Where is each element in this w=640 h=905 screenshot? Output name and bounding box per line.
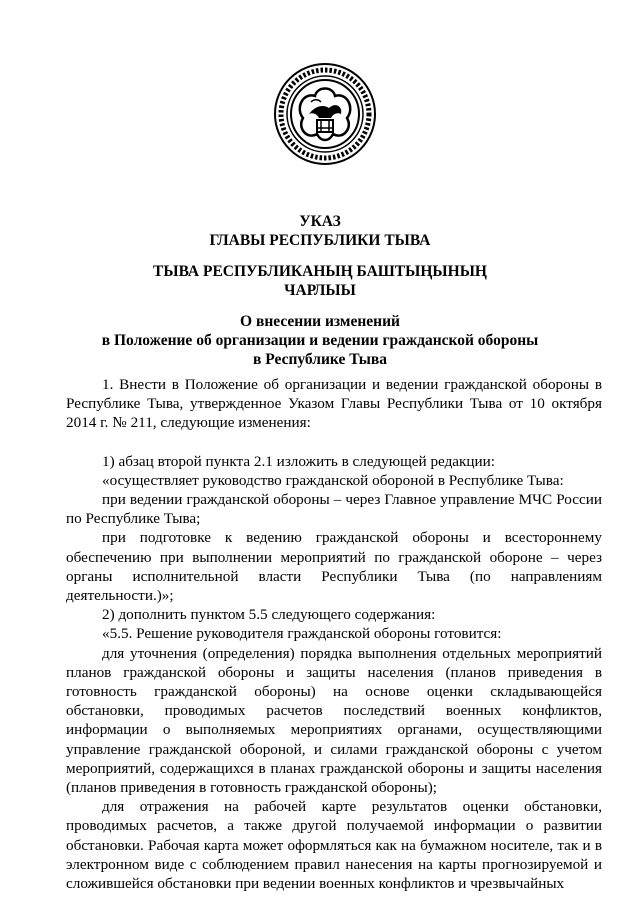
paragraph-3: «осуществляет руководство гражданской обороной в Республике Тыва:: [102, 471, 564, 489]
title-tuvan-2: ЧАРЛЫЫ: [284, 282, 356, 299]
paragraph-9: для отражения на рабочей карте результатов оценки обстановки, проводимых расчетов, а также другой получаемой информации о развитии обстановки. Рабочая карта может оформляться как на бумажном носителе, так и в электронном виде с соблюдением правил нанесения на карты прогнозируемой и сложившейся обстановки при ведении военных конфликтов и чрезвычайных: [66, 798, 602, 893]
title-head-of-republic: ГЛАВЫ РЕСПУБЛИКИ ТЫВА: [209, 232, 431, 249]
paragraph-1: 1. Внести в Положение об организации и ведении гражданской обороны в Республике Тыва, утвержденное Указом Главы Республики Тыва от 10 октября 2014 г. № 211, следующие изменения:: [66, 376, 602, 432]
subject-line-1: О внесении изменений: [240, 313, 400, 330]
paragraph-2: 1) абзац второй пункта 2.1 изложить в следующей редакции:: [102, 452, 496, 470]
title-ukaz: УКАЗ: [299, 213, 341, 230]
paragraph-5: при подготовке к ведению гражданской обороны и всестороннему обеспечению при выполнении мероприятий по гражданской обороне – через органы исполнительной власти Республики Тыва (по направлениям деятельности.)»;: [66, 529, 602, 605]
document-body: [66, 375, 602, 893]
subject-line-2: в Положение об организации и ведении гражданской обороны: [101, 332, 539, 349]
paragraph-6: 2) дополнить пунктом 5.5 следующего содержания:: [102, 606, 436, 624]
paragraph-4: при ведении гражданской обороны – через Главное управление МЧС России по Республике Тыва;: [66, 491, 602, 528]
emblem-seal-icon: [273, 62, 377, 166]
paragraph-8: для уточнения (определения) порядка выполнения отдельных мероприятий планов гражданской обороны и защиты населения (планов приведения в готовность гражданской обороны) на основе оценки складывающейся обстановки, проводимых расчетов последствий военных конфликтов, информации о выполняемых мероприятиях органами, осуществляющими управление гражданской обороной, и силами гражданской обороны с учетом мероприятий, содержащихся в планах гражданской обороны и защиты населения (планов приведения в готовность гражданской обороны);: [66, 644, 602, 797]
subject-line-3: в Республике Тыва: [252, 351, 387, 368]
title-tuvan-1: ТЫВА РЕСПУБЛИКАНЫҢ БАШТЫҢЫНЫҢ: [153, 263, 487, 280]
paragraph-7: «5.5. Решение руководителя гражданской обороны готовится:: [102, 625, 502, 643]
